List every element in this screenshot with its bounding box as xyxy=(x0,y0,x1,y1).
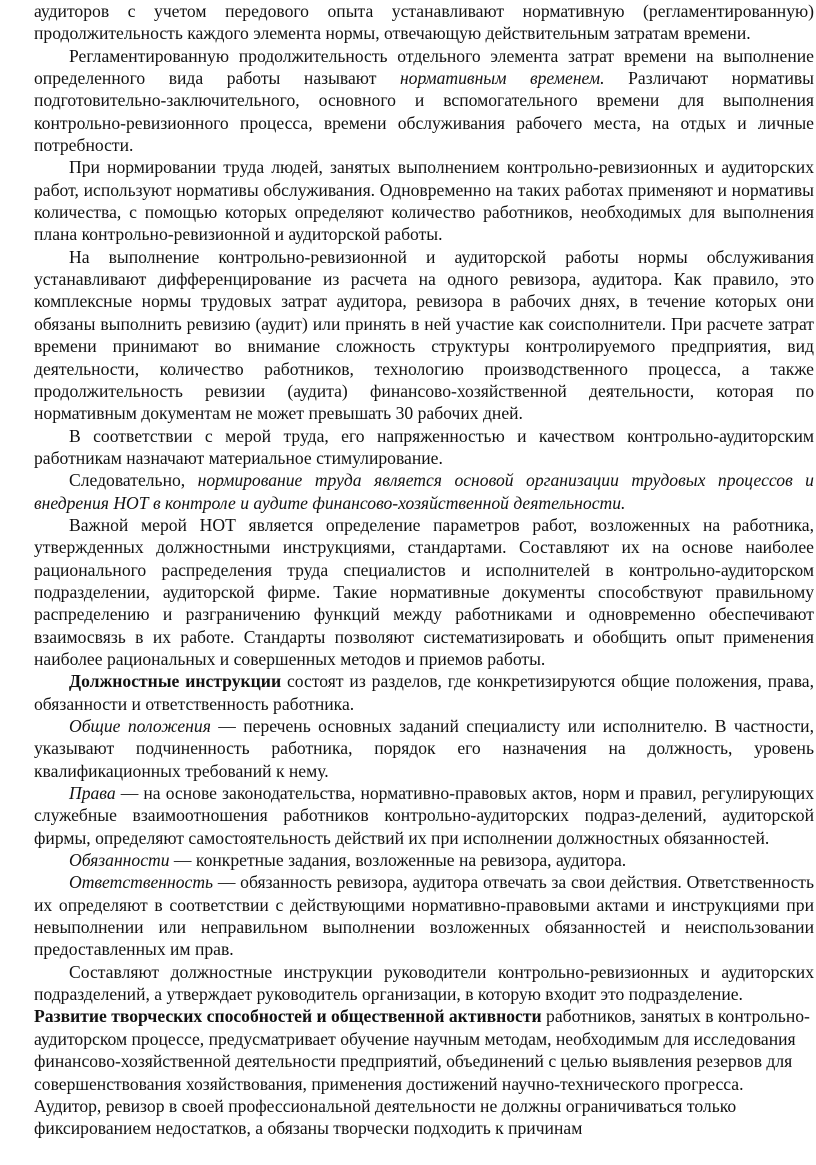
text-run: Должностные инструкции xyxy=(69,671,282,692)
text-run: Ответственность xyxy=(69,872,214,893)
text-run: нормирование труда является основой организации трудовых процессов и внедрения НОТ в контроле и аудите финансово-хозяйственной деятельности. xyxy=(34,470,814,513)
text-run: — обязанность ревизора, аудитора отвечать за свои действия. Ответственность их определяют в соответствии с действующими нормативно-правовыми актами и инструкциями при невыполнении или неправильном выполнении возложенных обязанностей и неиспользовании предоставленных им прав. xyxy=(34,872,814,960)
text-run: При нормировании труда людей, занятых выполнением контрольно-ревизионных и аудиторских работ, используют нормативы обслуживания. Одновременно на таких работах применяют и нормативы количества, с помощью которых определяют количество работников, необходимых для выполнения плана контрольно-ревизионной и аудиторской работы. xyxy=(34,157,814,245)
text-run: На выполнение контрольно-ревизионной и аудиторской работы нормы обслуживания устанавливают дифференцирование из расчета на одного ревизора, аудитора. Как правило, это комплексные нормы трудовых затрат аудитора, ревизора в рабочих днях, в течение которых они обязаны выполнить ревизию (аудит) или принять в ней участие как соисполнители. При расчете затрат времени принимают во внимание сложность структуры контролируемого предприятия, вид деятельности, количество работников, технологию производственного процесса, а также продолжительность ревизии (аудита) финансово-хозяйственной деятельности, которая по нормативным документам не может превышать 30 рабочих дней. xyxy=(34,246,814,424)
text-run: работников, занятых в контрольно-аудиторском процессе, предусматривает обучение научным методам, необходимым для исследования финансово-хозяйственной деятельности предприятий, объединений с целью выявления резервов для совершенствования хозяйствования, применения достижений научно-технического прогресса. Аудитор, ревизор в своей профессиональной деятельности не должны ограничиваться только фиксированием недостатков, а обязаны творчески подходить к причинам xyxy=(34,1006,810,1139)
text-run: В соответствии с мерой труда, его напряженностью и качеством контрольно-аудиторским работникам назначают материальное стимулирование. xyxy=(34,425,814,468)
text-run: Развитие творческих способностей и общественной активности xyxy=(34,1006,542,1027)
text-run: Регламентированную продолжительность отдельного элемента затрат времени на выполнение определенного вида работы называют xyxy=(34,45,814,89)
paragraph-13 xyxy=(34,1005,814,1139)
text-run: Права xyxy=(69,783,116,804)
text-run: аудиторов с учетом передового опыта устанавливают нормативную (регламентированную) продолжительность каждого элемента нормы, отвечающую действительным затратам времени. xyxy=(34,1,814,44)
paragraph-3 xyxy=(34,246,814,425)
text-run: Общие положения xyxy=(69,716,211,736)
paragraph-4 xyxy=(34,425,814,470)
paragraph-12 xyxy=(34,961,814,1006)
paragraph-11 xyxy=(34,871,814,960)
paragraph-7 xyxy=(34,670,814,715)
paragraph-9 xyxy=(34,782,814,849)
document-page xyxy=(34,0,814,1140)
paragraph-5 xyxy=(34,469,814,514)
paragraph-10 xyxy=(34,849,814,871)
text-run: — конкретные задания, возложенные на ревизора, аудитора. xyxy=(169,850,627,871)
text-run: нормативным временем. xyxy=(399,68,605,89)
text-run: — перечень основных заданий специалисту или исполнителю. В частности, указывают подчиненность работника, порядок его назначения на должность, уровень квалификационных требований к нему. xyxy=(34,716,814,781)
text-run: Составляют должностные инструкции руководители контрольно-ревизионных и аудиторских подразделений, а утверждает руководитель организации, в которую входит это подразделение. xyxy=(34,961,814,1005)
text-run: Важной мерой НОТ является определение параметров работ, возложенных на работника, утвержденных должностными инструкциями, стандартами. Составляют их на основе наиболее рационального распределения труда специалистов и исполнителей в контрольно-аудиторском подразделении, аудиторской фирме. Такие нормативные документы способствуют правильному распределению и разграничению функций между работниками и одновременно обеспечивают взаимосвязь в их работе. Стандарты позволяют систематизировать и обобщить опыт применения наиболее рациональных и совершенных методов и приемов работы. xyxy=(34,514,814,669)
paragraph-2 xyxy=(34,156,814,245)
paragraph-6 xyxy=(34,514,814,670)
paragraph-1 xyxy=(34,45,814,157)
text-run: Различают нормативы подготовительно-заключительного, основного и вспомогательного времени для выполнения контрольно-ревизионного процесса, времени обслуживания рабочего места, на отдых и личные потребности. xyxy=(34,68,815,156)
paragraph-8 xyxy=(34,715,814,782)
paragraph-0 xyxy=(34,0,814,45)
text-run: Обязанности xyxy=(69,850,170,871)
text-run: Следовательно, xyxy=(69,470,198,491)
text-run: — на основе законодательства, нормативно-правовых актов, норм и правил, регулирующих служебные взаимоотношения работников контрольно-аудиторских подраз-делений, аудиторской фирмы, определяют самостоятельность действий их при исполнении должностных обязанностей. xyxy=(34,783,814,848)
text-run: состоят из разделов, где конкретизируются общие положения, права, обязанности и ответственность работника. xyxy=(34,671,814,714)
